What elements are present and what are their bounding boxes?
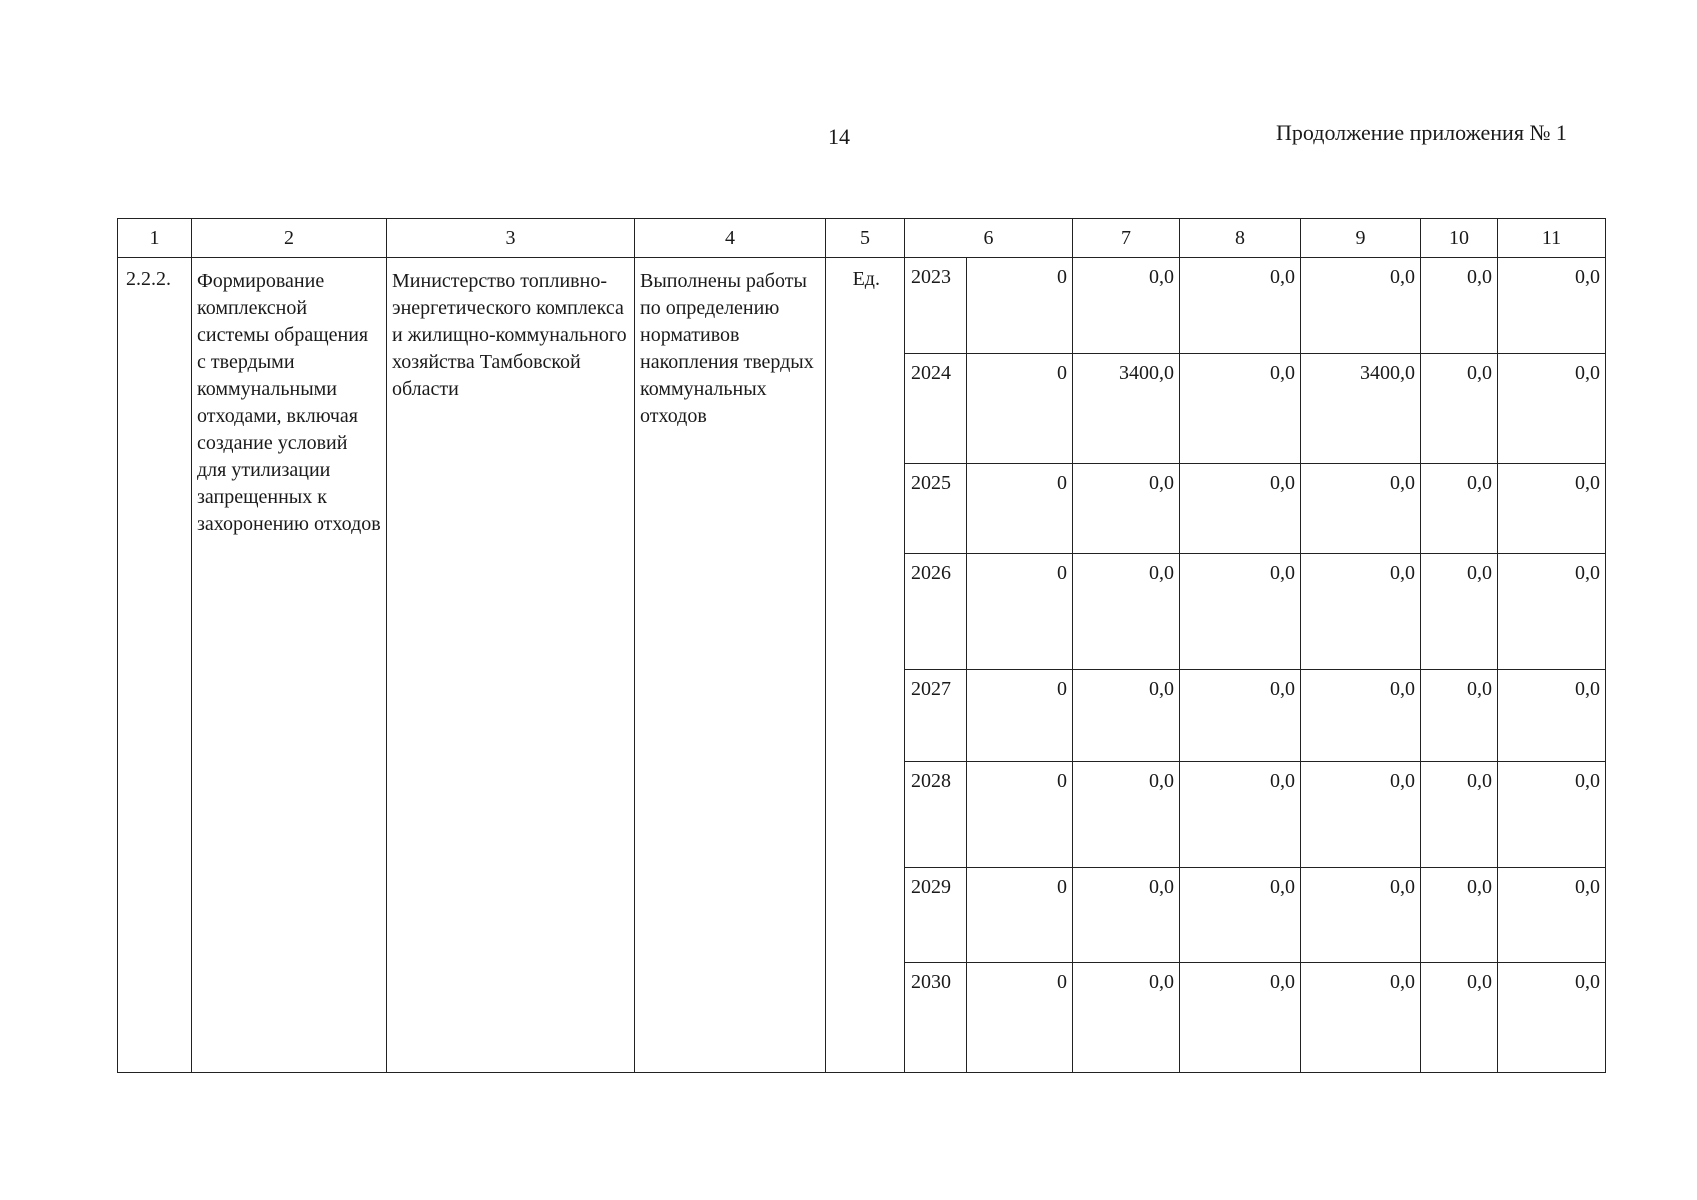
column-number: 7 <box>1073 219 1180 258</box>
value-col-8: 0,0 <box>1180 354 1301 464</box>
year-row <box>118 258 1606 354</box>
value-col-7: 0,0 <box>1073 464 1180 554</box>
row-executor: Министерство топливно-энергетического комплекса и жилищно-коммунального хозяйства Тамбовской области <box>387 258 635 1073</box>
value-col-8: 0,0 <box>1180 258 1301 354</box>
column-number: 8 <box>1180 219 1301 258</box>
column-number: 11 <box>1498 219 1606 258</box>
value-col-9: 0,0 <box>1301 554 1421 670</box>
column-number: 10 <box>1421 219 1498 258</box>
value-col-7: 0,0 <box>1073 258 1180 354</box>
column-number: 1 <box>118 219 192 258</box>
row-code: 2.2.2. <box>118 258 192 1073</box>
value-col-11: 0,0 <box>1498 554 1606 670</box>
value-col-11: 0,0 <box>1498 464 1606 554</box>
year-cell: 2025 <box>905 464 967 554</box>
value-col-10: 0,0 <box>1421 868 1498 963</box>
value-col-10: 0,0 <box>1421 554 1498 670</box>
value-col-11: 0,0 <box>1498 354 1606 464</box>
target-value: 0 <box>967 963 1073 1073</box>
value-col-9: 0,0 <box>1301 464 1421 554</box>
year-cell: 2026 <box>905 554 967 670</box>
value-col-11: 0,0 <box>1498 963 1606 1073</box>
value-col-7: 0,0 <box>1073 762 1180 868</box>
value-col-9: 0,0 <box>1301 963 1421 1073</box>
value-col-8: 0,0 <box>1180 963 1301 1073</box>
target-value: 0 <box>967 868 1073 963</box>
target-value: 0 <box>967 258 1073 354</box>
year-cell: 2027 <box>905 670 967 762</box>
row-indicator: Выполнены работы по определению нормативов накопления твердых коммунальных отходов <box>635 258 826 1073</box>
column-number: 9 <box>1301 219 1421 258</box>
value-col-7: 0,0 <box>1073 963 1180 1073</box>
target-value: 0 <box>967 554 1073 670</box>
year-cell: 2030 <box>905 963 967 1073</box>
target-value: 0 <box>967 354 1073 464</box>
value-col-7: 0,0 <box>1073 868 1180 963</box>
value-col-11: 0,0 <box>1498 868 1606 963</box>
year-cell: 2028 <box>905 762 967 868</box>
value-col-9: 0,0 <box>1301 868 1421 963</box>
value-col-10: 0,0 <box>1421 354 1498 464</box>
value-col-9: 0,0 <box>1301 670 1421 762</box>
appendix-label: Продолжение приложения № 1 <box>1276 120 1567 145</box>
value-col-7: 0,0 <box>1073 554 1180 670</box>
value-col-10: 0,0 <box>1421 762 1498 868</box>
value-col-10: 0,0 <box>1421 464 1498 554</box>
value-col-7: 0,0 <box>1073 670 1180 762</box>
value-col-10: 0,0 <box>1421 963 1498 1073</box>
program-table <box>117 218 1606 1073</box>
row-name: Формирование комплексной системы обращения с твердыми коммунальными отходами, включая создание условий для утилизации запрещенных к захоронению отходов <box>192 258 387 1073</box>
target-value: 0 <box>967 670 1073 762</box>
column-number: 3 <box>387 219 635 258</box>
value-col-8: 0,0 <box>1180 670 1301 762</box>
value-col-8: 0,0 <box>1180 762 1301 868</box>
target-value: 0 <box>967 762 1073 868</box>
value-col-8: 0,0 <box>1180 554 1301 670</box>
value-col-11: 0,0 <box>1498 670 1606 762</box>
column-number: 6 <box>905 219 1073 258</box>
value-col-11: 0,0 <box>1498 258 1606 354</box>
target-value: 0 <box>967 464 1073 554</box>
value-col-10: 0,0 <box>1421 670 1498 762</box>
year-cell: 2024 <box>905 354 967 464</box>
column-number: 5 <box>826 219 905 258</box>
value-col-11: 0,0 <box>1498 762 1606 868</box>
value-col-7: 3400,0 <box>1073 354 1180 464</box>
column-number: 4 <box>635 219 826 258</box>
page-number: 14 <box>828 124 850 149</box>
year-cell: 2023 <box>905 258 967 354</box>
value-col-9: 0,0 <box>1301 258 1421 354</box>
row-unit: Ед. <box>826 258 905 1073</box>
column-number: 2 <box>192 219 387 258</box>
column-number-row <box>118 219 1606 258</box>
year-cell: 2029 <box>905 868 967 963</box>
value-col-9: 0,0 <box>1301 762 1421 868</box>
value-col-10: 0,0 <box>1421 258 1498 354</box>
value-col-8: 0,0 <box>1180 464 1301 554</box>
value-col-9: 3400,0 <box>1301 354 1421 464</box>
value-col-8: 0,0 <box>1180 868 1301 963</box>
